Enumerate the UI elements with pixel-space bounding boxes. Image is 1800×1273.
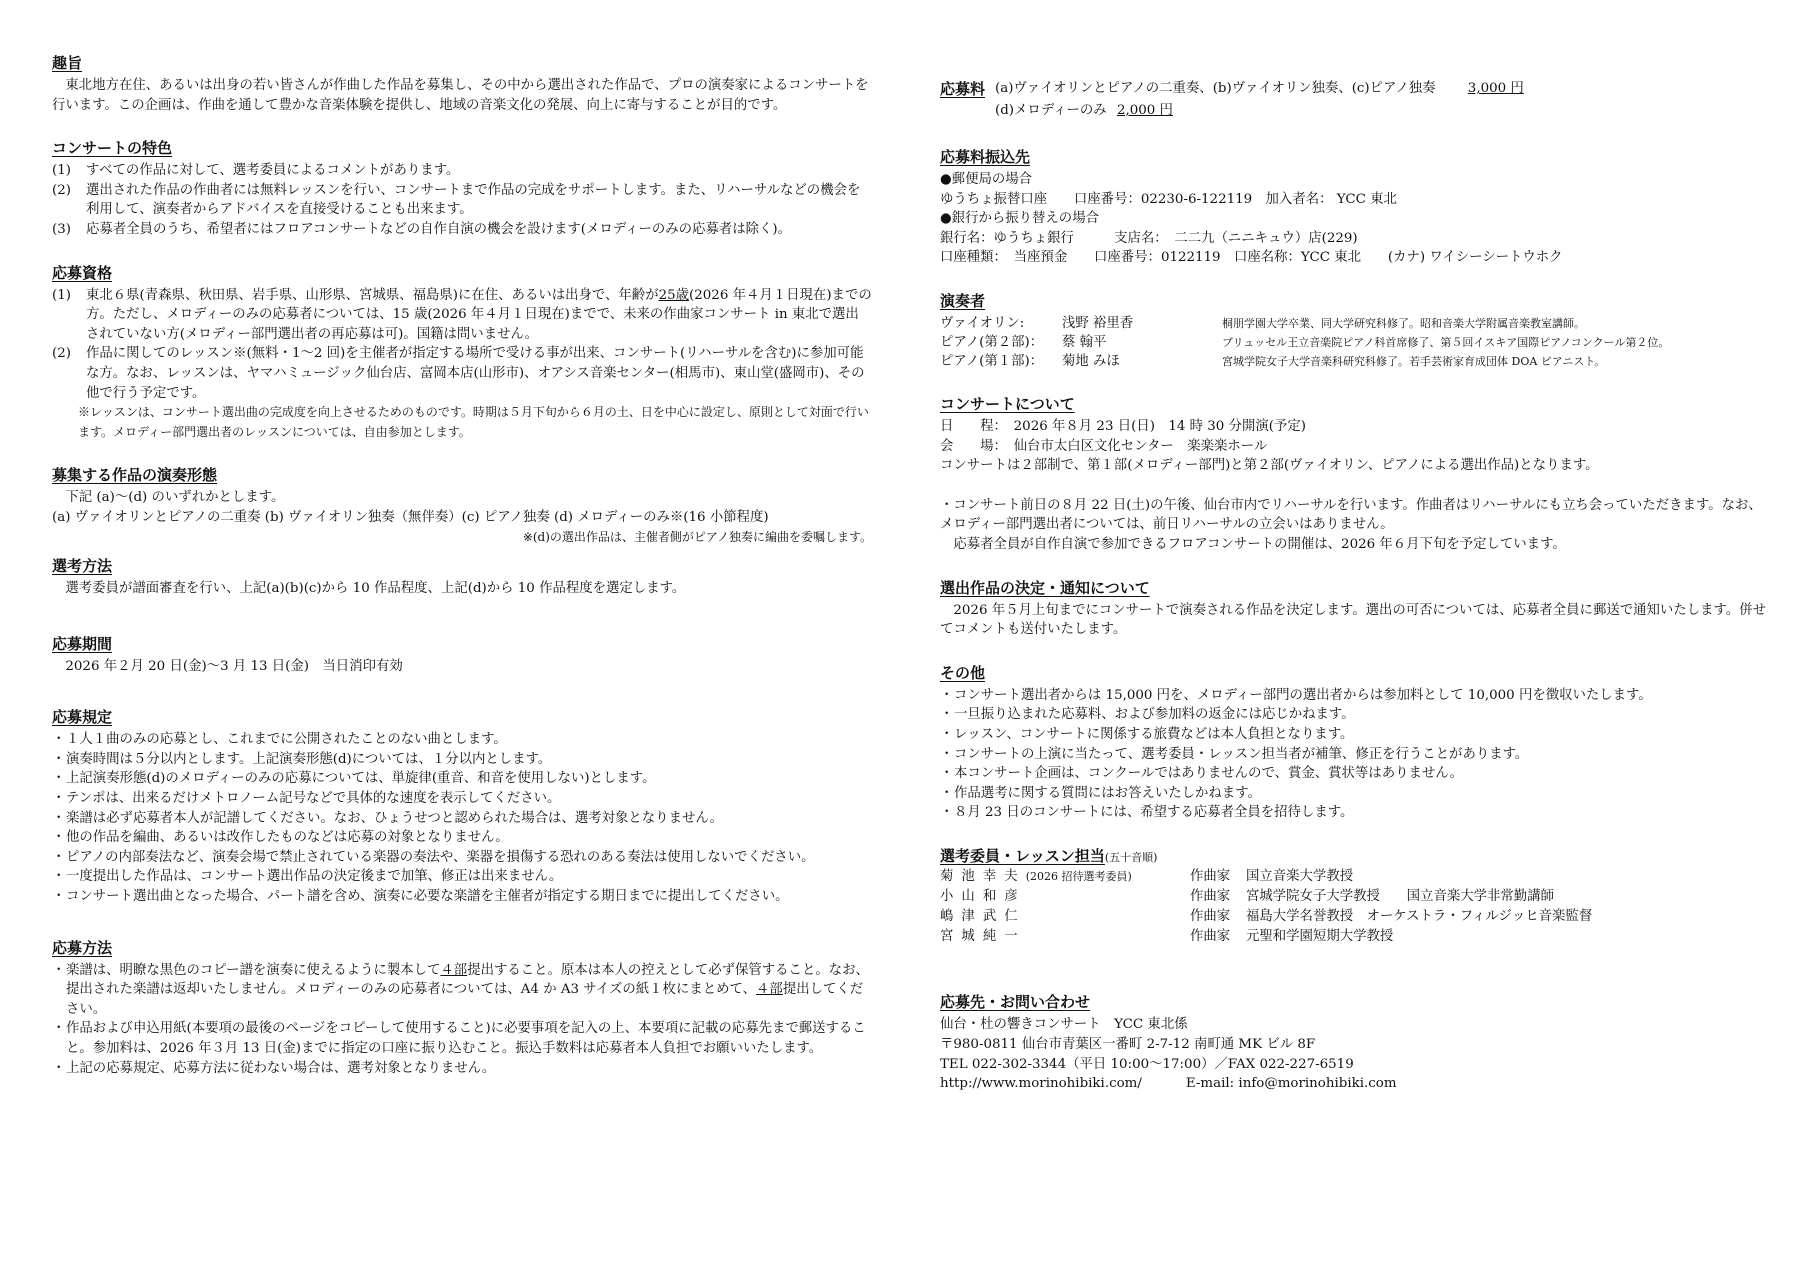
judges-heading-note: (五十音順): [1104, 850, 1158, 864]
table-row: 宮城純一 作曲家 元聖和学園短期大学教授: [940, 929, 1394, 945]
list-item: (3) 応募者全員のうち、希望者にはフロアコンサートなどの自作自演の機会を設けます(メロディーのみの応募者は除く)。: [52, 221, 792, 237]
judges-section: [940, 845, 1770, 948]
list-item: ・ 作品および申込用紙(本要項の最後のページをコピーして使用すること)に必要事項を記入の上、本要項に記載の応募先まで郵送すること。参加料は、2026 年３月 13 日(金)までに指定の口座に振り込むこと。振込手数料は応募者本人負担でお願いいたします。: [52, 1021, 866, 1056]
bank-line-1: 銀行名：ゆうちょ銀行 支店名： 二二九（ニニキュウ）店(229): [940, 230, 1358, 246]
forms-list: (a) ヴァイオリンとピアノの二重奏 (b) ヴァイオリン独奏（無伴奏）(c) ピアノ独奏 (d) メロディーのみ※(16 小節程度): [52, 509, 769, 525]
concert-venue: 会 場： 仙台市太白区文化センター 楽楽楽ホール: [940, 438, 1268, 454]
list-item: ・ ピアノの内部奏法など、演奏会場で禁止されている楽器の奏法や、楽器を損傷する恐れのある奏法は使用しないでください。: [52, 849, 815, 865]
purpose-section: [52, 52, 872, 115]
list-item: ・ テンポは、出来るだけメトロノーム記号などで具体的な速度を表示してください。: [52, 791, 561, 807]
floor-concert-text: 応募者全員が自作自演で参加できるフロアコンサートの開催は、2026 年６月下旬を予定しています。: [953, 536, 1566, 552]
method-section: [52, 937, 872, 1079]
performers-section: [940, 290, 1770, 371]
concert-section: [940, 393, 1770, 555]
concert-date: 日 程： 2026 年８月 23 日(日) 14 時 30 分開演(予定): [940, 418, 1306, 434]
section-heading: 選考委員・レッスン担当: [940, 846, 1105, 865]
rehearsal-text: ・コンサート前日の８月 22 日(土)の午後、仙台市内でリハーサルを行います。作曲者はリハーサルにも立ち会っていただきます。なお、メロディー部門選出者については、前日リハーサルの立会いはありません。: [940, 497, 1762, 533]
list-item: ・ コンサートの上演に当たって、選考委員・レッスン担当者が補筆、修正を行うことがあります。: [940, 746, 1529, 762]
contact-phone: TEL 022-302-3344（平日 10:00～17:00）／FAX 022-227-6519: [940, 1056, 1354, 1072]
lesson-note: ※レッスンは、コンサート選出曲の完成度を向上させるためのものです。時期は５月下旬から６月の土、日を中心に設定し、原則として対面で行います。メロディー部門選出者のレッスンについては、自由参加とします。: [78, 405, 869, 439]
section-heading: 応募料: [940, 80, 986, 98]
purpose-text: 東北地方在住、あるいは出身の若い皆さんが作曲した作品を募集し、その中から選出された作品で、プロの演奏家によるコンサートを行います。この企画は、作曲を通して豊かな音楽体験を提供し、地域の音楽文化の発展、向上に寄与することが目的です。: [52, 78, 869, 113]
section-heading: 趣旨: [52, 54, 83, 72]
section-heading: 応募方法: [52, 938, 113, 957]
list-item: ・ 本コンサート企画は、コンクールではありませんので、賞金、賞状等はありません。: [940, 766, 1463, 782]
section-heading: 応募規定: [52, 708, 113, 727]
section-heading: 応募先・お問い合わせ: [940, 993, 1091, 1012]
other-section: [940, 662, 1770, 823]
list-item: ・ 上記の応募規定、応募方法に従わない場合は、選考対象となりません。: [52, 1060, 496, 1076]
section-heading: 選出作品の決定・通知について: [940, 578, 1150, 597]
list-item: ・ １人１曲のみの応募とし、これまでに公開されたことのない曲とします。: [52, 732, 507, 748]
list-item: ・ 楽譜は、明瞭な黒色のコピー譜を演奏に使えるように製本して４部提出すること。原本は本人の控えとして必ず保管すること。なお、提出された楽譜は返却いたしません。メロディーのみの応募者については、A4 か A3 サイズの紙１枚にまとめて、４部提出してください。: [52, 962, 869, 1017]
list-item: (1) すべての作品に対して、選考委員によるコメントがあります。: [52, 163, 460, 179]
section-heading: 選考方法: [52, 557, 113, 576]
list-item: ・ ８月 23 日のコンサートには、希望する応募者全員を招待します。: [940, 805, 1354, 821]
section-heading: 応募料振込先: [940, 148, 1031, 166]
website-link[interactable]: http://www.morinohibiki.com/: [940, 1076, 1142, 1092]
list-item: ・ 上記演奏形態(d)のメロディーのみの応募については、単旋律(重音、和音を使用しない)とします。: [52, 771, 656, 787]
fee-line-1: (a)ヴァイオリンとピアノの二重奏、(b)ヴァイオリン独奏、(c)ピアノ独奏: [995, 81, 1436, 96]
period-text: 2026 年２月 20 日(金)～3 月 13 日(金) 当日消印有効: [65, 658, 403, 674]
forms-line: 下記 (a)～(d) のいずれかとします。: [65, 490, 285, 506]
table-row: ピアノ(第１部)： 菊地 みほ 宮城学院女子大学音楽科研究科修了。若手芸術家育成団体 DOA ピアニスト。: [940, 353, 1606, 369]
section-heading: 応募期間: [52, 634, 113, 653]
period-section: [52, 633, 872, 677]
fee-amount-2: 2,000 円: [1116, 103, 1173, 118]
concert-structure: コンサートは２部制で、第１部(メロディー部門)と第２部(ヴァイオリン、ピアノによる選出作品)となります。: [940, 458, 1599, 474]
selection-section: [52, 555, 872, 599]
bank-title: ●銀行から振り替えの場合: [940, 211, 1099, 227]
decision-section: [940, 577, 1770, 640]
decision-text: 2026 年５月上旬までにコンサートで演奏される作品を決定します。選出の可否については、応募者全員に郵送で通知いたします。併せてコメントも送付いたします。: [940, 602, 1766, 638]
rules-section: [52, 706, 872, 906]
left-column: [52, 52, 872, 1100]
list-item: ・ 一旦振り込まれた応募料、および参加料の返金には応じかねます。: [940, 707, 1355, 723]
list-item: ・ コンサート選出者からは 15,000 円を、メロディー部門の選出者からは参加料として 10,000 円を徴収いたします。: [940, 687, 1652, 703]
list-item: ・ 他の作品を編曲、あるいは改作したものなどは応募の対象となりません。: [52, 830, 509, 846]
features-section: [52, 137, 872, 239]
bank-line-2: 口座種類： 当座預金 口座番号：0122119 口座名称：YCC 東北 (カナ) ワイシーシートウホク: [940, 250, 1563, 266]
forms-section: [52, 464, 872, 547]
list-item: ・ レッスン、コンサートに関係する旅費などは本人負担となります。: [940, 726, 1354, 742]
eligibility-section: [52, 262, 872, 443]
table-row: 嶋津武仁 作曲家 福島大学名誉教授 オーケストラ・フィルジッヒ音楽監督: [940, 909, 1593, 925]
table-row: ピアノ(第２部)： 蔡 翰平 ブリュッセル王立音楽院ピアノ科首席修了、第５回イスキア国際ピアノコンクール第２位。: [940, 334, 1670, 350]
email-link[interactable]: E-mail: info@morinohibiki.com: [1185, 1076, 1397, 1092]
fee-section: [940, 78, 1770, 122]
list-item: ・ 演奏時間は５分以内とします。上記演奏形態(d)については、１分以内とします。: [52, 751, 552, 767]
list-item: ・ コンサート選出曲となった場合、パート譜を含め、演奏に必要な楽譜を主催者が指定する期日までに提出してください。: [52, 889, 789, 905]
section-heading: 演奏者: [940, 291, 986, 310]
list-item: ・ 作品選考に関する質問にはお答えいたしかねます。: [940, 785, 1261, 801]
contact-org: 仙台・杜の響きコンサート YCC 東北係: [940, 1017, 1188, 1033]
age-limit: 25歳: [658, 287, 690, 303]
fee-line-2: (d)メロディーのみ: [995, 103, 1107, 118]
section-heading: 募集する作品の演奏形態: [52, 466, 218, 485]
performers-table: [940, 314, 1669, 371]
post-account: ゆうちょ振替口座 口座番号：02230-6-122119 加入者名： YCC 東北: [940, 191, 1397, 207]
contact-section: [940, 991, 1770, 1093]
forms-note: ※(d)の選出作品は、主催者側がピアノ独奏に編曲を委嘱します。: [522, 529, 872, 544]
list-item: (1) 東北６県(青森県、秋田県、岩手県、山形県、宮城県、福島県)に在住、あるいは出身で、年齢が25歳(2026 年４月１日現在)までの方。ただし、メロディーのみの応募者については、15 歳(2026 年４月１日現在)までで、未来の作曲家コンサート in 東北で選出されていない方(メロディー部門選出者の再応募は可)。国籍は問いません。: [52, 287, 872, 342]
list-item: (2) 選出された作品の作曲者には無料レッスンを行い、コンサートまで作品の完成をサポートします。また、リハーサルなどの機会を利用して、演奏者からアドバイスを直接受けることも出来ます。: [52, 182, 861, 218]
list-item: (2) 作品に関してのレッスン※(無料・1～2 回)を主催者が指定する場所で受ける事が出来、コンサート(リハーサルを含む)に参加可能な方。なお、レッスンは、ヤマハミュージック仙台店、富岡本店(山形市)、オアシス音楽センター(相馬市)、東山堂(盛岡市)、その他で行う予定です。: [52, 346, 865, 401]
contact-address: 〒980-0811 仙台市青葉区一番町 2-7-12 南町通 MK ビル 8F: [940, 1037, 1316, 1053]
section-heading: コンサートの特色: [52, 139, 173, 158]
list-item: ・ 一度提出した作品は、コンサート選出作品の決定後まで加筆、修正は出来ません。: [52, 869, 563, 885]
table-row: 小山和彦 作曲家 宮城学院女子大学教授 国立音楽大学非常勤講師: [940, 889, 1554, 905]
selection-text: 選考委員が譜面審査を行い、上記(a)(b)(c)から 10 作品程度、上記(d)から 10 作品程度を選定します。: [65, 581, 686, 597]
post-title: ●郵便局の場合: [940, 172, 1033, 187]
section-heading: 応募資格: [52, 263, 113, 282]
transfer-section: [940, 146, 1770, 268]
section-heading: コンサートについて: [940, 394, 1075, 413]
table-row: ヴァイオリン: 浅野 裕里香 桐朋学園大学卒業、同大学研究科修了。昭和音楽大学附属音楽教室講師。: [940, 315, 1585, 331]
list-item: ・ 楽譜は必ず応募者本人が記譜してください。なお、ひょうせつと認められた場合は、選考対象となりません。: [52, 810, 723, 826]
fee-amount-1: 3,000 円: [1467, 81, 1524, 96]
table-row: 菊池幸夫(2026 招待選考委員) 作曲家 国立音楽大学教授: [940, 869, 1354, 885]
section-heading: その他: [940, 663, 986, 682]
right-column: [940, 78, 1770, 1116]
judges-table: [940, 867, 1592, 947]
